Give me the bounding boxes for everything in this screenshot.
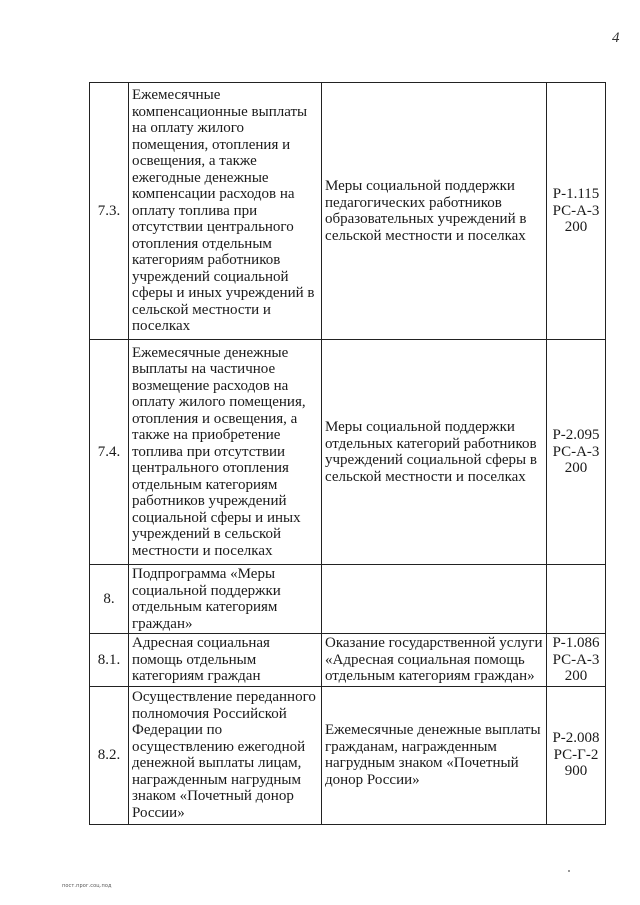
row-measure: Меры социальной поддержки педагогических работников образовательных учреждений в сельской местности и поселках [322, 83, 547, 340]
footer-filename: пост.прог.соц.под [62, 883, 112, 889]
row-number: 7.3. [90, 83, 129, 340]
page-number: 4 [612, 30, 620, 46]
document-table [89, 82, 606, 825]
row-number: 8.1. [90, 634, 129, 687]
row-name: Осуществление переданного полномочия Российской Федерации по осуществлению ежегодной денежной выплаты лицам, награжденным нагрудным знаком «Почетный донор России» [129, 686, 322, 824]
row-number: 8. [90, 565, 129, 634]
row-name: Ежемесячные денежные выплаты на частичное возмещение расходов на оплату жилого помещения, отопления и освещения, а также на приобретение топлива при отсутствии центрального отопления отдельным категориям работников учреждений социальной сферы и иных учреждений в сельской местности и поселках [129, 340, 322, 565]
row-name: Ежемесячные компенсационные выплаты на оплату жилого помещения, отопления и освещения, а также ежегодные денежные компенсации расходов на оплату топлива при отсутствии центрального отопления отдельным категориям работников учреждений социальной сферы и иных учреждений в сельской местности и поселках [129, 83, 322, 340]
table-row [90, 83, 606, 340]
row-measure: Ежемесячные денежные выплаты гражданам, награжденным нагрудным знаком «Почетный донор России» [322, 686, 547, 824]
row-code: Р-1.086 РС-А-3200 [547, 634, 606, 687]
scan-speck [568, 870, 570, 872]
table-row [90, 634, 606, 687]
row-number: 7.4. [90, 340, 129, 565]
row-code [547, 565, 606, 634]
row-code: Р-2.008 РС-Г-2900 [547, 686, 606, 824]
row-name: Подпрограмма «Меры социальной поддержки отдельным категориям граждан» [129, 565, 322, 634]
table-row [90, 686, 606, 824]
row-measure [322, 565, 547, 634]
row-name: Адресная социальная помощь отдельным категориям граждан [129, 634, 322, 687]
row-measure: Оказание государственной услуги «Адресная социальная помощь отдельным категориям граждан» [322, 634, 547, 687]
row-measure: Меры социальной поддержки отдельных категорий работников учреждений социальной сферы в сельской местности и поселках [322, 340, 547, 565]
table-row [90, 340, 606, 565]
row-code: Р-2.095 РС-А-3200 [547, 340, 606, 565]
row-number: 8.2. [90, 686, 129, 824]
table-row [90, 565, 606, 634]
row-code: Р-1.115 РС-А-3200 [547, 83, 606, 340]
